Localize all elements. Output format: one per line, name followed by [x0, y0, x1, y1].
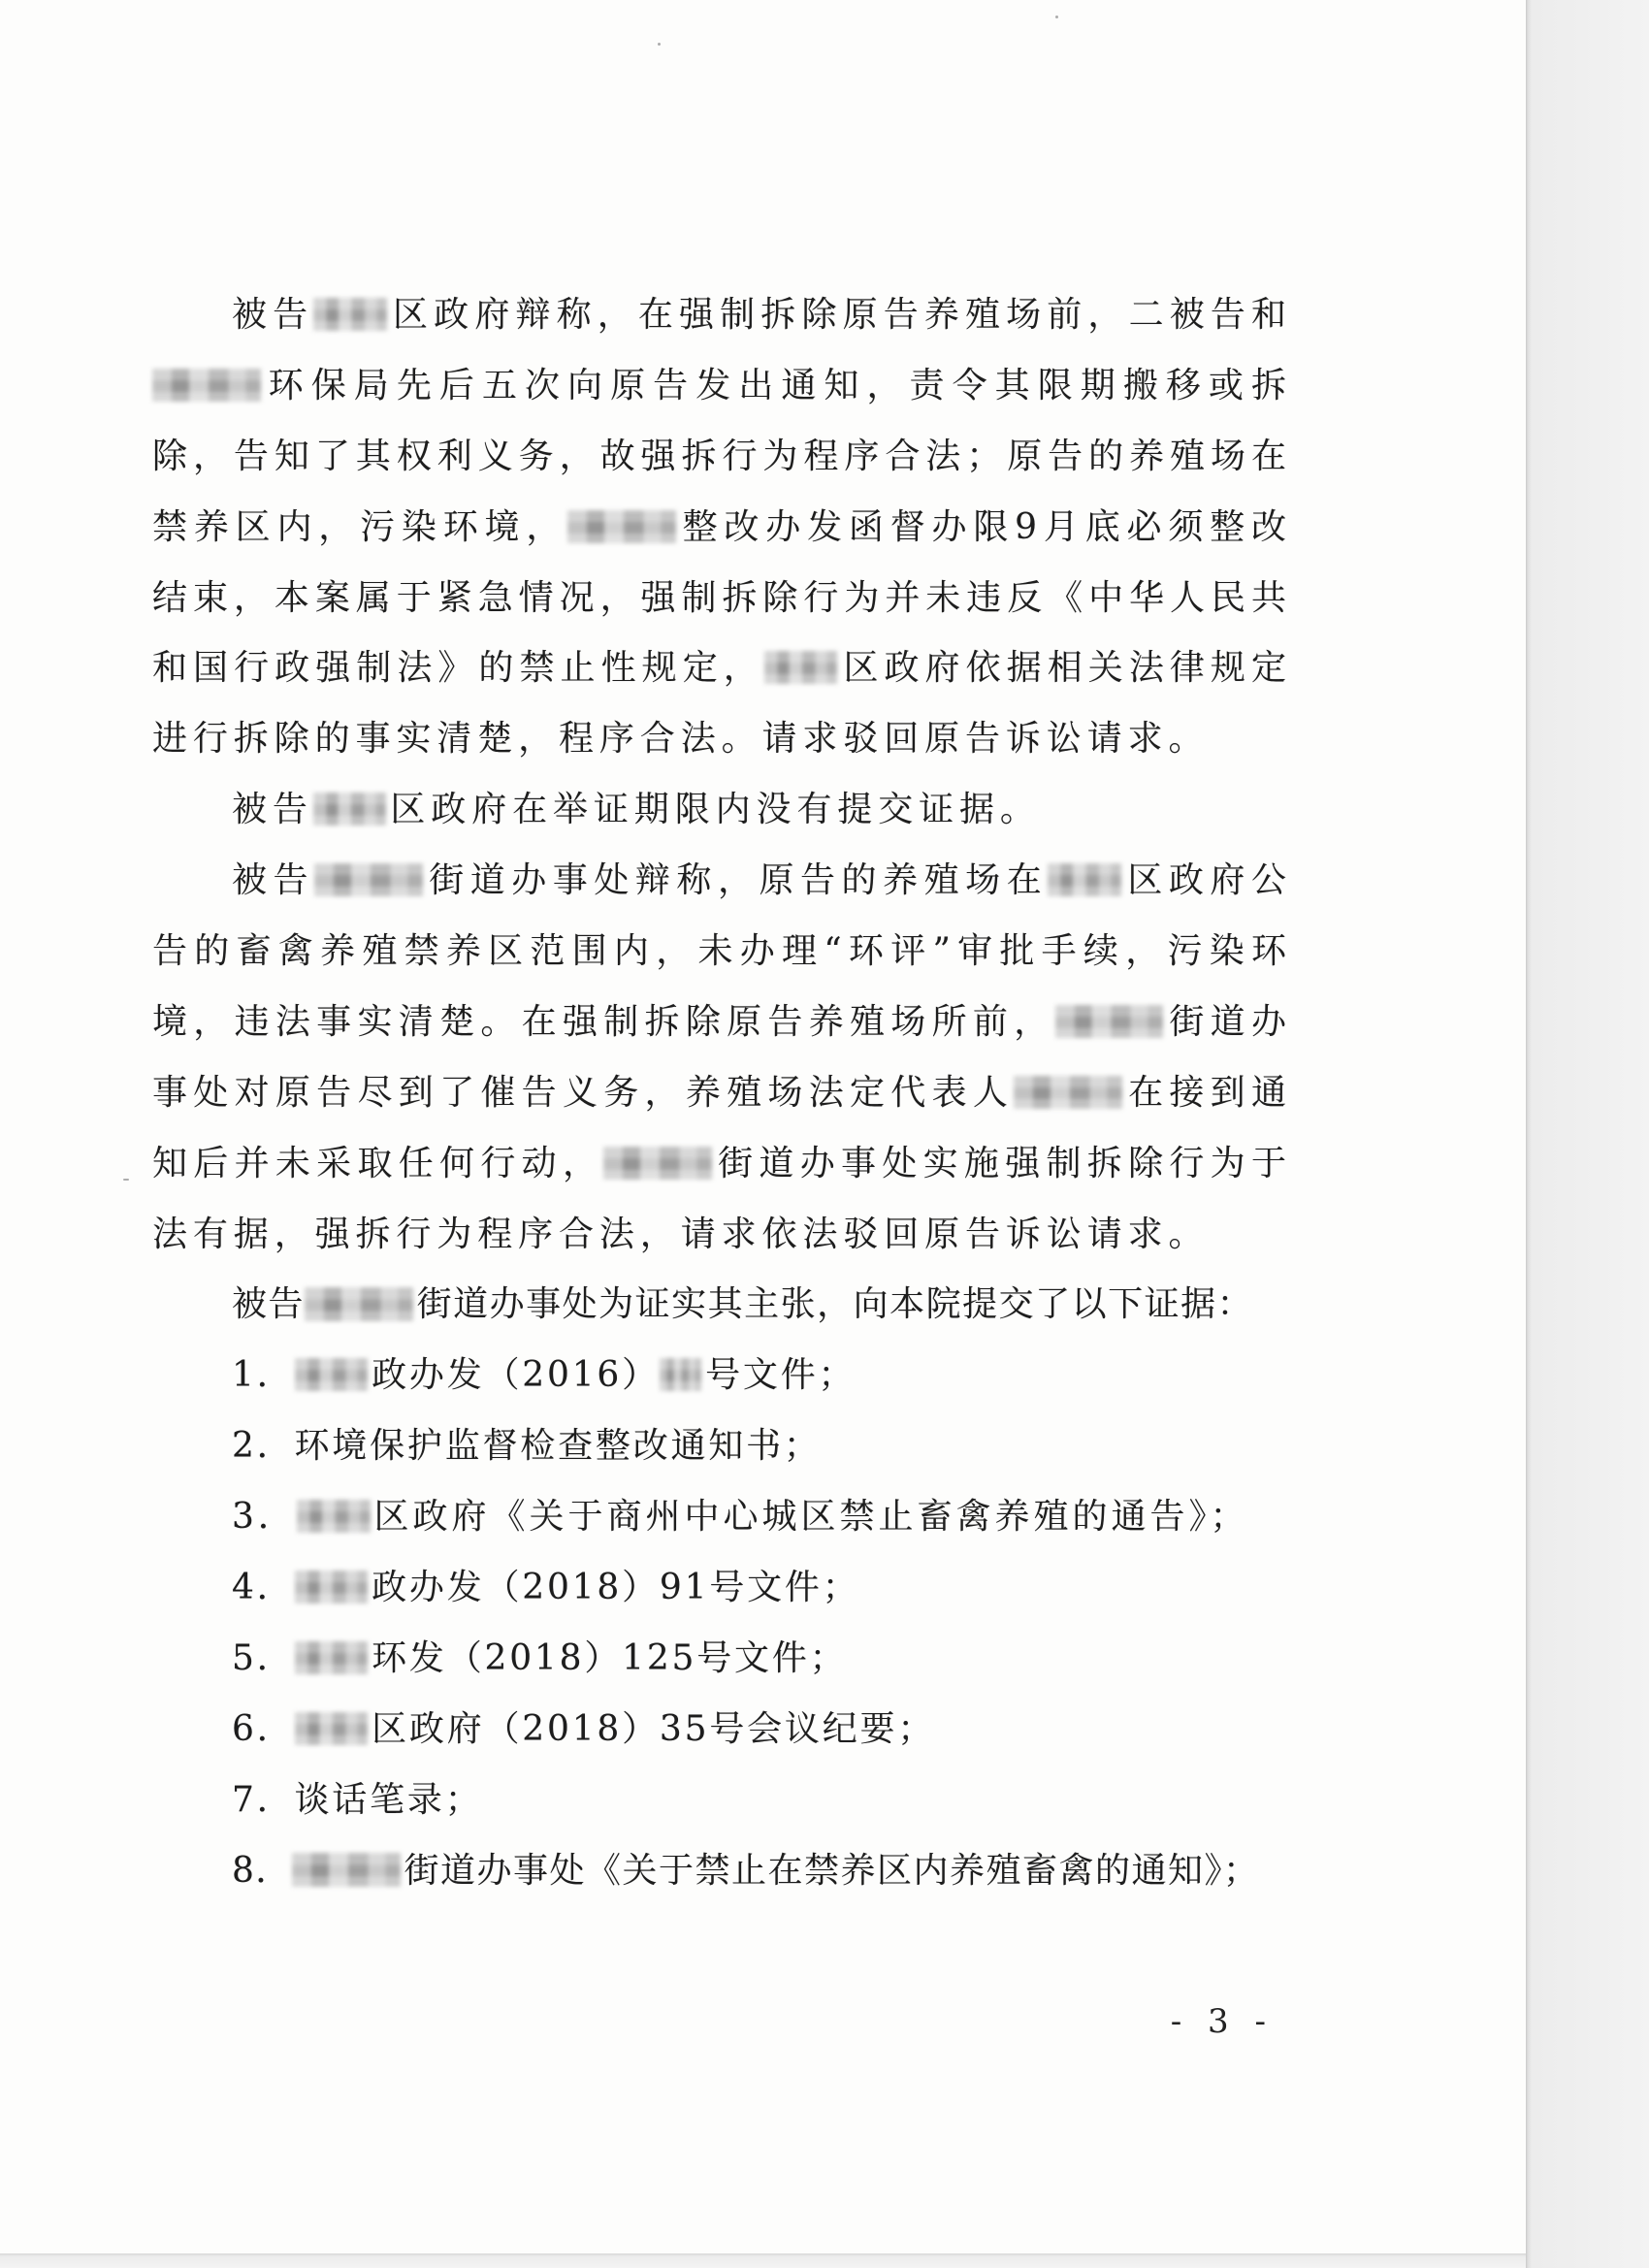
text-segment: 区政府在举证期限内没有提交证据。: [390, 790, 1041, 830]
text-line: [152, 917, 1290, 988]
text-segment: 法有据，强拆行为程序合法，请求依法驳回原告诉讼请求。: [152, 1214, 1210, 1254]
scan-speck: [1055, 16, 1058, 18]
text-segment: 被告: [232, 1284, 306, 1325]
redacted-name: [295, 1358, 369, 1391]
page-number: - 3 -: [1170, 2002, 1274, 2041]
redacted-name: [295, 1571, 369, 1604]
text-segment: 环保局先后五次向原告发出通知，责令其限期搬移或拆: [264, 365, 1290, 405]
evidence-item: [152, 1341, 1290, 1411]
text-segment: 3．: [232, 1497, 297, 1538]
evidence-item: [152, 1411, 1290, 1482]
document-body: [152, 280, 1290, 1906]
text-segment: 4．: [232, 1568, 295, 1608]
text-line: [152, 351, 1290, 422]
text-segment: 政办发（2016）: [372, 1355, 660, 1396]
paragraph-evidence-intro: [152, 1270, 1290, 1341]
evidence-item: [152, 1836, 1290, 1907]
text-segment: 环发（2018）125号文件；: [372, 1637, 848, 1678]
text-segment: 街道办事处实施强制拆除行为于: [715, 1143, 1290, 1183]
text-segment: 区政府依据相关法律规定: [841, 648, 1290, 689]
paragraph-district-government-defense: [152, 280, 1290, 775]
redacted-number: [660, 1358, 701, 1391]
text-segment: 区政府辩称，在强制拆除原告养殖场前，二被告和: [390, 295, 1290, 335]
text-line: [152, 1200, 1290, 1271]
evidence-item: [152, 1766, 1290, 1836]
evidence-item: [152, 1553, 1290, 1624]
text-line: [152, 493, 1290, 564]
text-segment: 街道办事处为证实其主张，向本院提交了以下证据：: [416, 1284, 1254, 1325]
paragraph-street-office-defense: [152, 846, 1290, 1270]
evidence-item: [152, 1482, 1290, 1553]
text-segment: 进行拆除的事实清楚，程序合法。请求驳回原告诉讼请求。: [152, 719, 1210, 760]
evidence-list: [152, 1341, 1290, 1906]
text-segment: 被告: [232, 860, 315, 901]
text-line: [152, 775, 1290, 846]
text-segment: 7．谈话笔录；: [232, 1779, 483, 1820]
text-segment: 告的畜禽养殖禁养区范围内，未办理“环评”审批手续，污染环: [152, 931, 1290, 972]
text-segment: 街道办: [1167, 1001, 1290, 1042]
text-segment: 和国行政强制法》的禁止性规定，: [152, 648, 764, 689]
scanner-edge-right: [1526, 0, 1649, 2268]
redacted-name: [313, 793, 387, 826]
redacted-name: [603, 1147, 712, 1180]
scan-speck: [658, 43, 661, 46]
text-segment: 被告: [232, 295, 314, 335]
redacted-name: [1055, 1005, 1164, 1038]
text-line: [152, 1058, 1290, 1129]
evidence-item: [152, 1624, 1290, 1695]
paragraph-no-evidence: [152, 775, 1290, 846]
redacted-name: [764, 651, 838, 684]
text-line: [152, 280, 1290, 351]
text-segment: 8．: [232, 1850, 292, 1891]
text-line: [152, 633, 1290, 704]
redacted-name: [1014, 1076, 1122, 1109]
text-segment: 区政府《关于商州中心城区禁止畜禽养殖的通告》；: [373, 1497, 1249, 1538]
text-segment: 事处对原告尽到了催告义务，养殖场法定代表人: [152, 1072, 1015, 1113]
redacted-name: [295, 1712, 369, 1745]
text-segment: 结束，本案属于紧急情况，强制拆除行为并未违反《中华人民共: [152, 577, 1290, 618]
text-segment: 在接到通: [1125, 1072, 1290, 1113]
text-segment: 知后并未采取任何行动，: [152, 1143, 604, 1183]
text-segment: 2．环境保护监督检查整改通知书；: [232, 1426, 822, 1467]
text-segment: 区政府公: [1124, 860, 1290, 901]
redacted-name: [567, 510, 676, 543]
text-segment: 区政府（2018）35号会议纪要；: [372, 1708, 936, 1749]
redacted-name: [295, 1641, 369, 1674]
text-segment: 政办发（2018）91号文件；: [372, 1568, 860, 1608]
text-line: [152, 704, 1290, 775]
text-segment: 境，违法事实清楚。在强制拆除原告养殖场所前，: [152, 1001, 1055, 1042]
text-segment: 除，告知了其权利义务，故强拆行为程序合法；原告的养殖场在: [152, 436, 1290, 476]
text-segment: 整改办发函督办限9月底必须整改: [679, 506, 1290, 547]
text-line: [152, 988, 1290, 1058]
text-segment: 被告: [232, 790, 313, 830]
text-line: [152, 1270, 1290, 1341]
text-segment: 1．: [232, 1355, 295, 1396]
scanner-edge-bottom: [0, 2253, 1526, 2268]
text-segment: 6．: [232, 1708, 295, 1749]
text-segment: 号文件；: [705, 1355, 857, 1396]
redacted-name: [305, 1287, 413, 1320]
redacted-name: [314, 863, 423, 896]
text-segment: 5．: [232, 1637, 295, 1678]
text-segment: 街道办事处《关于禁止在禁养区内养殖畜禽的通知》；: [404, 1850, 1260, 1891]
scan-speck: [123, 1179, 129, 1181]
redacted-name: [292, 1853, 401, 1886]
redacted-name: [313, 298, 387, 331]
text-segment: 街道办事处辩称，原告的养殖场在: [426, 860, 1049, 901]
redacted-name: [1048, 863, 1121, 896]
text-line: [152, 564, 1290, 634]
text-line: [152, 846, 1290, 917]
redacted-name: [297, 1500, 371, 1533]
evidence-item: [152, 1695, 1290, 1766]
text-line: [152, 422, 1290, 493]
text-line: [152, 1129, 1290, 1200]
text-segment: 禁养区内，污染环境，: [152, 506, 568, 547]
redacted-name: [152, 369, 261, 402]
